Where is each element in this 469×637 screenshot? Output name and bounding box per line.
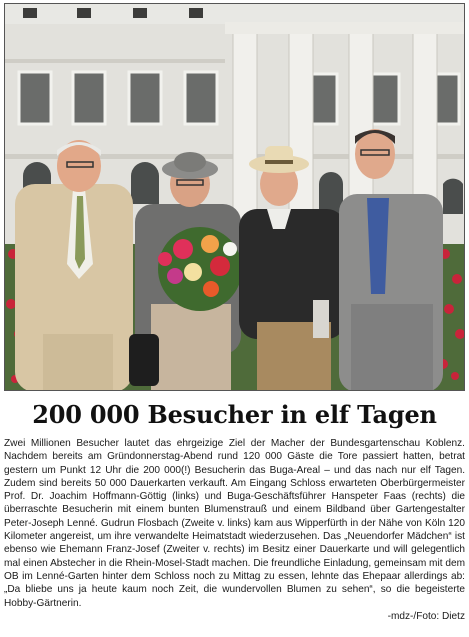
- article-headline: 200 000 Besucher in elf Tagen: [32, 400, 437, 429]
- article-footer: [4, 610, 465, 623]
- photo-credit: -mdz-/Foto: Dietz: [387, 610, 465, 622]
- article-body: [4, 437, 465, 623]
- press-photo: [4, 3, 465, 391]
- press-photo-icon: [5, 4, 465, 391]
- article-text: Zwei Millionen Besucher lautet das ehrgeizige Ziel der Macher der Bundesgartenschau Koblenz. Nachdem bereits am Gründonnerstag-Abend rund 120 000 Gäste die Tore passiert hatten, betrat gestern um Punkt 12 Uhr die 200 000(!) Besucherin das Buga-Areal – und das nach nur elf Tagen. Zudem sind bereits 50 000 Dauerkarten verkauft. Am Eingang Schloss erwarteten Oberbürgermeister Prof. Dr. Joachim Hoffmann-Göttig (links) und Buga-Geschäftsführer Hanspeter Faas (rechts) die überraschte Besucherin mit einem bunten Blumenstrauß und einem Bildband über Gartengestalter Peter-Joseph Lenné. Gudrun Flosbach (Zweite v. links) kam aus Wipperfürth in der Nähe von Köln 120 Kilometer angereist, um ihre verwandelte Heimatstadt wiederzusehen. Das „Neuendorfer Mädchen“ ist ebenso wie Ehemann Franz-Josef (Zweiter v. rechts) im Besitz einer Dauerkarte und will gelegentlich mal einen Abstecher in die Rhein-Mosel-Stadt machen. Die freundliche Einladung, gemeinsam mit dem OB im Lenné-Garten hinter dem Schloss noch zu Mittag zu essen, lehnte das Ehepaar allerdings ab: „Da bliebe uns ja heute kaum noch Zeit, die wundervollen Blumen zu sehen“, so die begeisterte Hobby-Gärtnerin.: [4, 438, 465, 609]
